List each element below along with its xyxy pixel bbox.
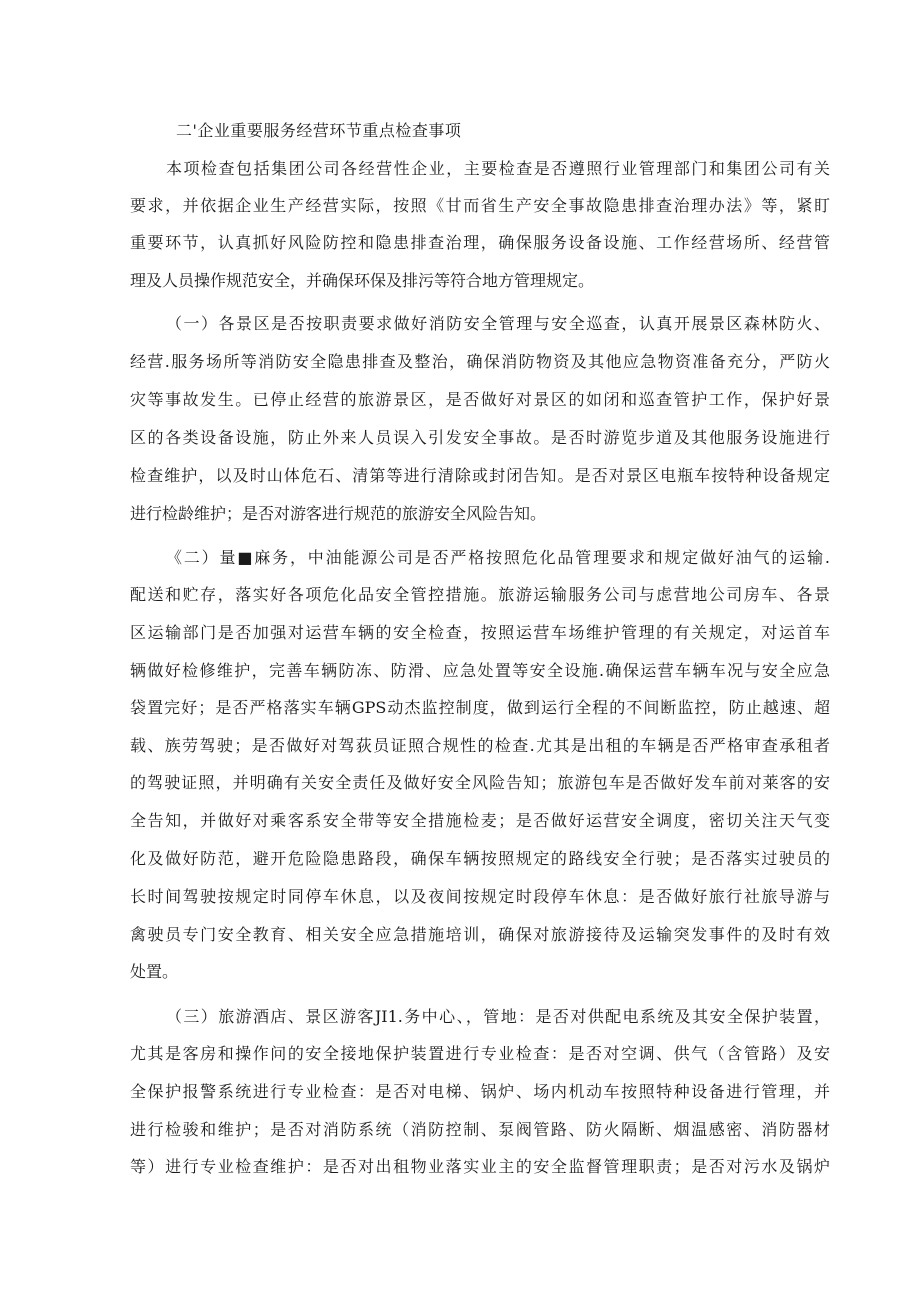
section2-line-5: 袋置完好；是否严格落实车辆GPS动杰监控制度，做到运行全程的不间断监控，防止越速、超 <box>130 698 830 717</box>
section2-line-7: 的驾驶证照，并明确有关安全责任及做好安全风险告知；旅游包车是否做好发车前对莱客的安 <box>130 773 830 792</box>
section2-line-3: 区运输部门是否加强对运营车辆的安全检查，按照运营车场维护管理的有关规定，对运首车 <box>130 623 830 642</box>
section3-line-2: 尤其是客房和操作问的安全接地保护装置进行专业检查：是否对空调、供气（含管路）及安 <box>130 1044 830 1063</box>
section3-line-1: （三）旅游酒店、景区游客JI1.务中心、，管地：是否对供配电系统及其安全保护装置， <box>166 1007 830 1026</box>
intro-line-1: 本项检查包括集团公司各经营性企业，主要检查是否遵照行业管理部门和集团公司有关 <box>166 159 830 178</box>
section1-line-4: 区的各类设备设施，防止外来人员误入引发安全事故。是否时游览步道及其他服务设施进行 <box>130 428 830 447</box>
section2-line-6: 载、族劳驾驶；是否做好对驾荻员证照合规性的检查.尤其是出租的车辆是否严格审查承租者 <box>130 736 830 755</box>
section2-line-9: 化及做好防范，避开危险隐患路段，确保车辆按照规定的路线安全行驶；是否落实过驶员的 <box>130 849 830 868</box>
intro-line-2: 要求，并依据企业生产经营实际，按照《甘而省生产安全事故隐患排查治理办法》等，紧盯 <box>130 196 830 215</box>
intro-line-4: 理及人员操作规范安全，并确保环保及排污等符合地方管理规定。 <box>130 271 595 290</box>
section2-line-2: 配送和贮存，落实好各项危化品安全管控措施。旅游运输服务公司与虑营地公司房车、各景 <box>130 585 830 604</box>
intro-line-3: 重要环节，认真抓好风险防控和隐患排查治理，确保服务设备设施、工作经营场所、经营管 <box>130 233 830 252</box>
section1-line-6: 进行检龄维护；是否对游客进行规范的旅游安全风险告知。 <box>130 504 547 523</box>
section2-line-8: 全告知，并做好对乘客系安全带等安全措施检麦；是否做好运营安全调度，密切关注天气变 <box>130 811 830 830</box>
section2-line-4: 辆做好检修维护，完善车辆防冻、防滑、应急处置等安全设施.确保运营车辆车况与安全应急 <box>130 661 830 680</box>
section2-line-11: 禽驶员专门安全教育、相关安全应急措施培训，确保对旅游接待及运输突发事件的及时有效 <box>130 925 830 944</box>
section3-line-5: 等）进行专业检查维护：是否对出租物业落实业主的安全监督管理职责；是否对污水及锅炉 <box>130 1157 830 1176</box>
section3-line-3: 全保护报警系统进行专业检查：是否对电梯、锅炉、场内机动车按照特种设备进行管理，并 <box>130 1082 830 1101</box>
section2-line-1: 《二）量■麻务，中油能源公司是否严格按照危化品管理要求和规定做好油气的运输. <box>166 548 830 567</box>
section2-line-12: 处置。 <box>130 962 179 981</box>
section1-line-5: 检查维护，以及时山体危石、清第等进行清除或封闭告知。是否对景区电瓶车按特种设备规定 <box>130 466 830 485</box>
section1-line-1: （一）各景区是否按职责要求做好消防安全管理与安全巡查，认真开展景区森林防火、 <box>166 314 830 333</box>
section1-line-3: 灾等事故发生。已停止经营的旅游景区，是否做好对景区的如闭和巡查管护工作，保护好景 <box>130 390 830 409</box>
section2-line-10: 长时间驾驶按规定时同停车休息，以及夜间按规定时段停车休息：是否做好旅行社旅导游与 <box>130 887 830 906</box>
section3-line-4: 进行检骏和维护；是否对消防系统（消防控制、泵阀管路、防火隔断、烟温感密、消防器材 <box>130 1120 830 1139</box>
section1-line-2: 经营.服务场所等消防安全隐患排查及整治，确保消防物资及其他应急物资准备充分，严防火 <box>130 352 830 371</box>
section-heading: 二'企业重要服务经营环节重点检查事项 <box>176 121 462 140</box>
